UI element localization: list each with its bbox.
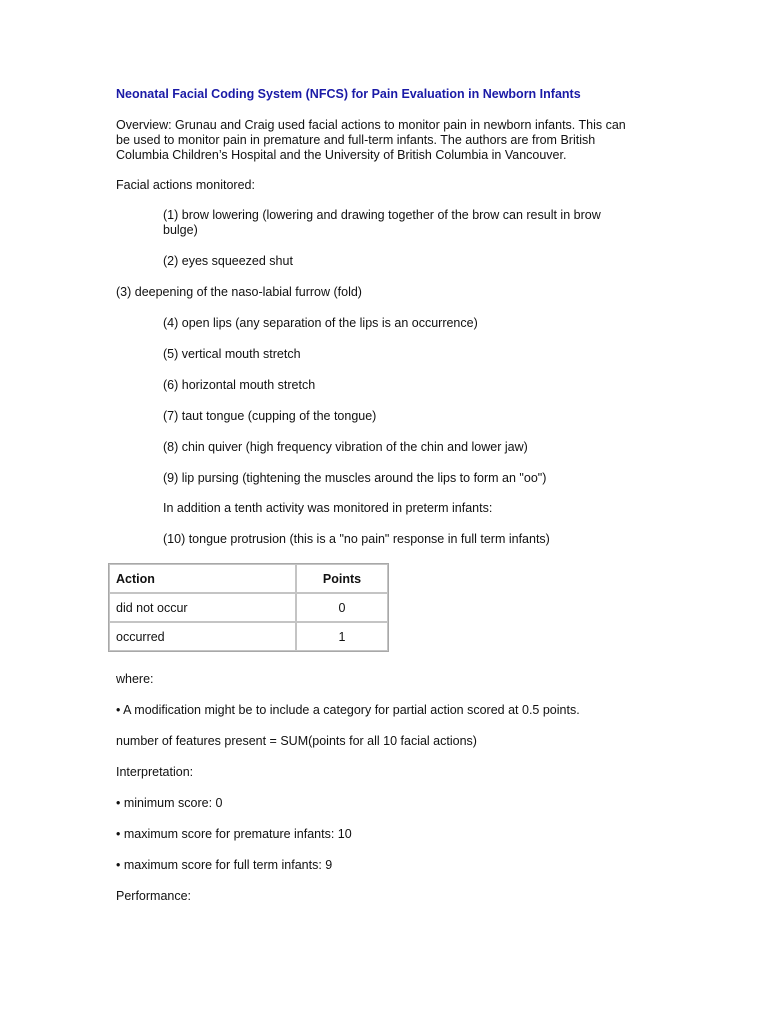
score-formula: number of features present = SUM(points for all 10 facial actions) [116, 734, 477, 748]
modification-note: • A modification might be to include a category for partial action scored at 0.5 points. [116, 703, 580, 717]
interpretation-item: • maximum score for premature infants: 10 [116, 827, 352, 841]
where-label: where: [116, 672, 154, 686]
action-line: (1) brow lowering (lowering and drawing together of the brow can result in brow [163, 208, 601, 222]
action-item-10: (10) tongue protrusion (this is a "no pain" response in full term infants) [163, 532, 550, 546]
action-item-1 [163, 208, 643, 238]
overview-line: Overview: Grunau and Craig used facial actions to monitor pain in newborn infants. This can [116, 118, 626, 132]
interpretation-item: • minimum score: 0 [116, 796, 223, 810]
actions-heading: Facial actions monitored: [116, 178, 255, 192]
table-cell: occurred [109, 622, 296, 651]
overview-line: be used to monitor pain in premature and full-term infants. The authors are from British [116, 133, 596, 147]
action-item-5: (5) vertical mouth stretch [163, 347, 301, 361]
overview-line: Columbia Children’s Hospital and the University of British Columbia in Vancouver. [116, 148, 567, 162]
table-cell: 1 [296, 622, 388, 651]
performance-heading: Performance: [116, 889, 192, 903]
table-header-cell: Points [296, 564, 388, 593]
table-row [109, 593, 388, 622]
table-header-cell: Action [109, 564, 296, 593]
table-row [109, 622, 388, 651]
action-item-6: (6) horizontal mouth stretch [163, 378, 316, 392]
action-item-4: (4) open lips (any separation of the lips is an occurrence) [163, 316, 478, 330]
action-item-2: (2) eyes squeezed shut [163, 254, 293, 268]
action-item-3: (3) deepening of the naso-labial furrow (fold) [116, 285, 362, 299]
action-item-9: (9) lip pursing (tightening the muscles around the lips to form an "oo") [163, 471, 547, 485]
table-cell: 0 [296, 593, 388, 622]
overview-paragraph [116, 118, 656, 163]
action-line: bulge) [163, 223, 198, 237]
points-table [108, 563, 389, 652]
table-cell: did not occur [109, 593, 296, 622]
action-item-8: (8) chin quiver (high frequency vibration of the chin and lower jaw) [163, 440, 528, 454]
interpretation-heading: Interpretation: [116, 765, 194, 779]
table-header-row [109, 564, 388, 593]
action-item-7: (7) taut tongue (cupping of the tongue) [163, 409, 377, 423]
preterm-note: In addition a tenth activity was monitored in preterm infants: [163, 501, 493, 515]
interpretation-item: • maximum score for full term infants: 9 [116, 858, 333, 872]
document-title: Neonatal Facial Coding System (NFCS) for Pain Evaluation in Newborn Infants [116, 87, 581, 101]
